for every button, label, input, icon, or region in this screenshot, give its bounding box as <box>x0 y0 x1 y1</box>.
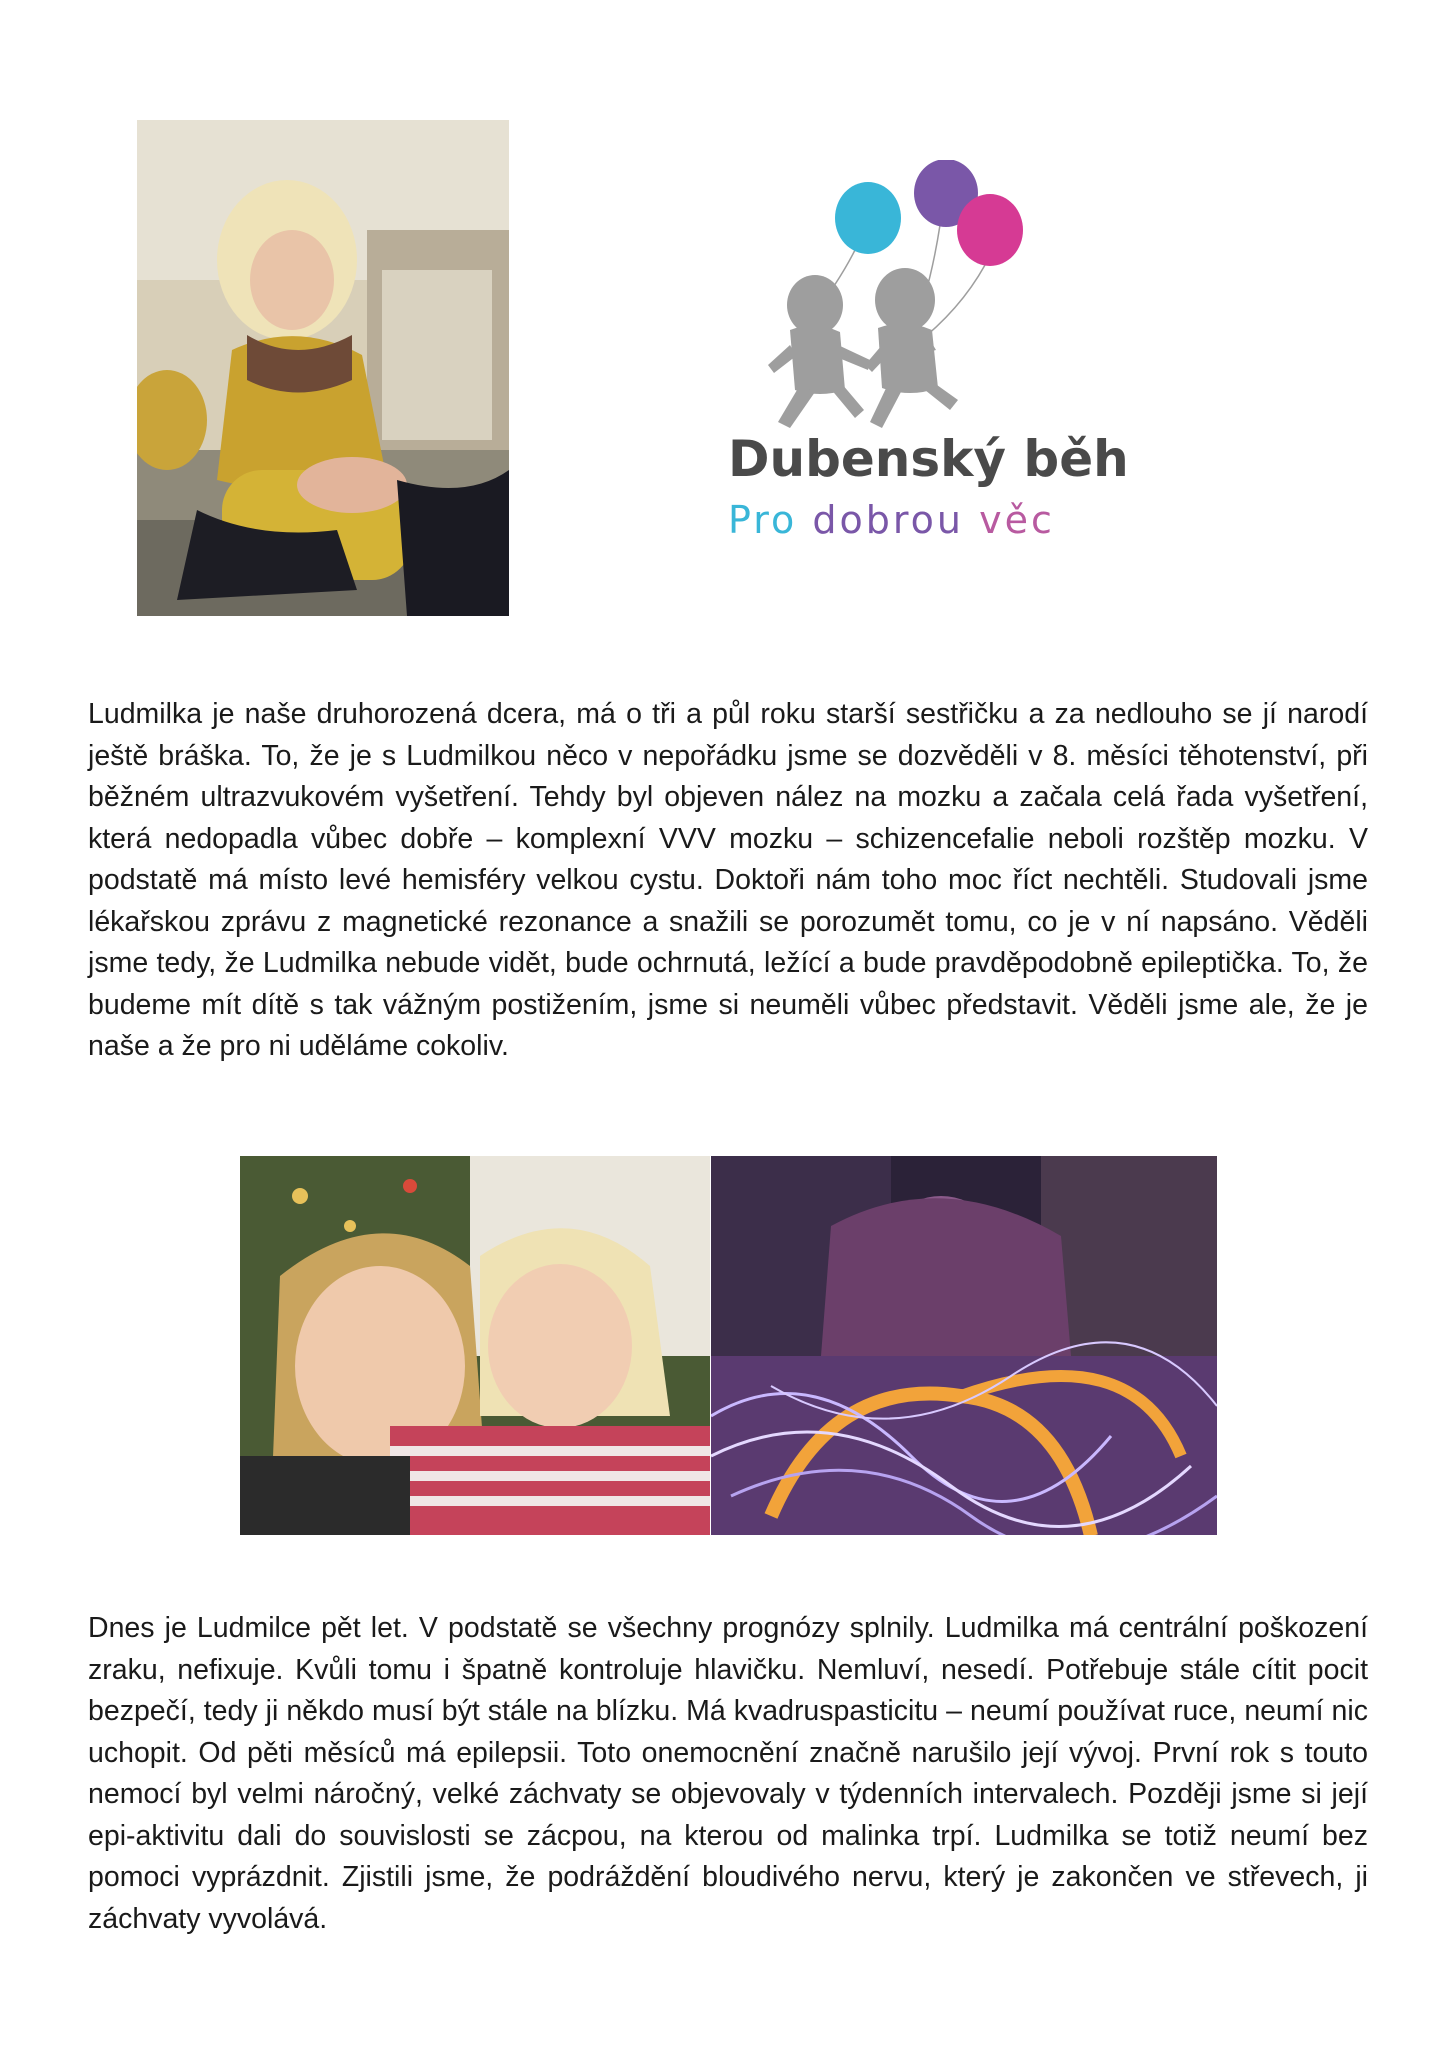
photo-girl-yellow-outfit <box>137 120 509 616</box>
story-paragraph-2: Dnes je Ludmilce pět let. V podstatě se všechny prognózy splnily. Ludmilka má centrální poškození zraku, nefixuje. Kvůli tomu i špatně kontroluje hlavičku. Nemluví, nesedí. Potřebuje stále cítit pocit bezpečí, tedy ji někdo musí být stále na blízku. Má kvadruspasticitu – neumí používat ruce, neumí nic uchopit. Od pěti měsíců má epilepsii. Toto onemocnění značně narušilo její vývoj. První rok s touto nemocí byl velmi náročný, velké záchvaty se objevovaly v týdenních intervalech. Později jsme si její epi-aktivitu dali do souvislosti se zácpou, na kterou od malinka trpí. Ludmilka se totiž neumí bez pomoci vyprázdnit. Zjistili jsme, že podráždění bloudivého nervu, který je zakončen ve střevech, ji záchvaty vyvolává. <box>88 1612 1368 1935</box>
photo-sisters-hugging-image <box>240 1156 710 1535</box>
photo-sisters-hugging <box>240 1156 710 1535</box>
logo-children-balloons-icon <box>760 160 1090 430</box>
photo-girl-yellow-outfit-image <box>137 120 509 616</box>
logo-subtitle-word-1: Pro <box>728 498 798 542</box>
logo-subtitle-word-3: věc <box>979 498 1055 542</box>
dubensky-beh-logo <box>700 160 1140 560</box>
logo-title: Dubenský běh <box>728 430 1129 488</box>
story-paragraph-1: Ludmilka je naše druhorozená dcera, má o tři a půl roku starší sestřičku a za nedlouho se jí narodí ještě bráška. To, že je s Ludmilkou něco v nepořádku jsme se dozvěděli v 8. měsíci těhotenství, při běžném ultrazvukovém vyšetření. Tehdy byl objeven nález na mozku a začala celá řada vyšetření, která nedopadla vůbec dobře – komplexní VVV mozku – schizencefalie neboli rozštěp mozku. V podstatě má místo levé hemisféry velkou cystu. Doktoři nám toho moc říct nechtěli. Studovali jsme lékařskou zprávu z magnetické rezonance a snažili se porozumět tomu, co je v ní napsáno. Věděli jsme tedy, že Ludmilka nebude vidět, bude ochrnutá, ležící a bude pravděpodobně epileptička. To, že budeme mít dítě s tak vážným postižením, jsme si neuměli vůbec představit. Věděli jsme ale, že je naše a že pro ni uděláme cokoliv. <box>88 698 1368 1062</box>
photo-sensory-lights-image <box>711 1156 1217 1535</box>
logo-subtitle <box>728 498 1055 542</box>
photo-sensory-lights <box>711 1156 1217 1535</box>
logo-subtitle-word-2: dobrou <box>812 498 965 542</box>
